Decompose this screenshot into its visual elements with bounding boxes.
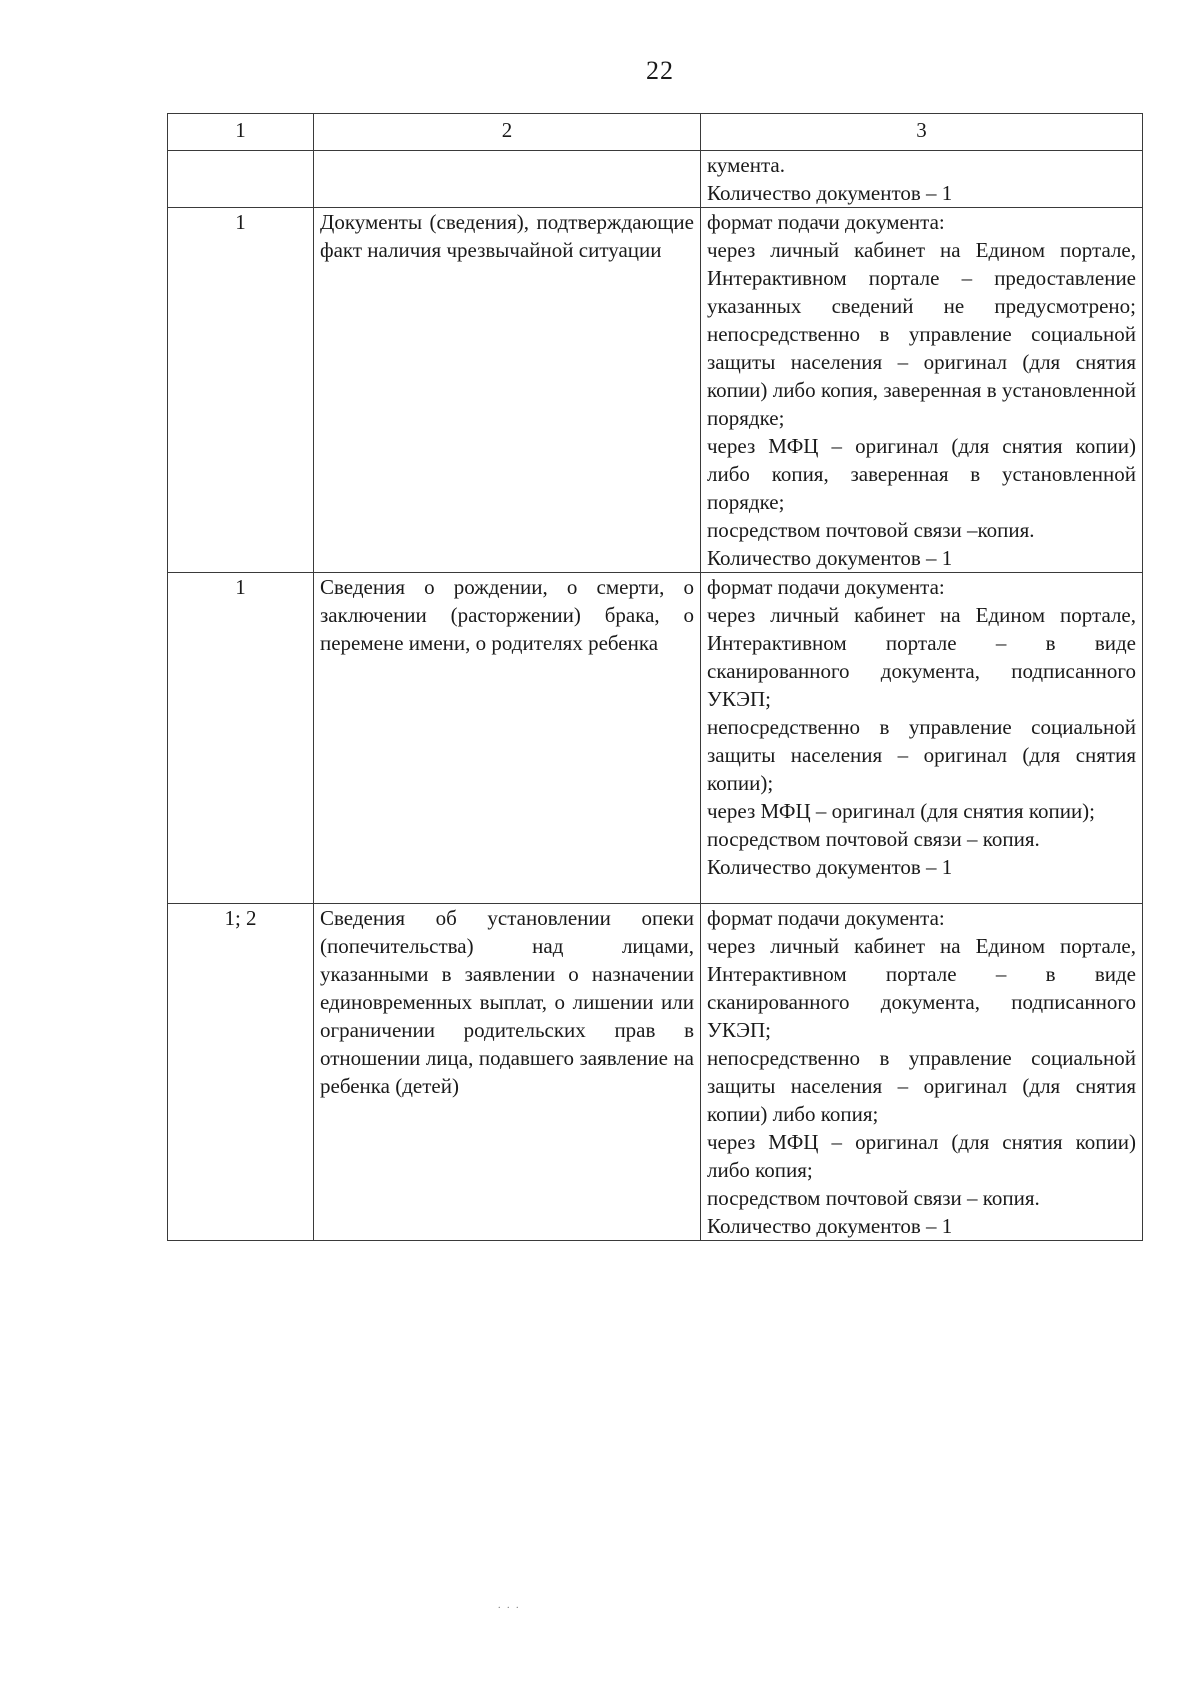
format-line: Количество документов – 1 (707, 1214, 953, 1238)
column-header-1: 1 (168, 114, 314, 151)
row-number-cell: 1 (168, 573, 314, 904)
table-header-row (168, 114, 1143, 151)
format-line: Количество документов – 1 (707, 181, 953, 205)
column-header-3: 3 (701, 114, 1143, 151)
format-line: кумента. (707, 153, 785, 177)
format-line: Количество документов – 1 (707, 546, 953, 570)
continuation-format-cell (701, 151, 1143, 208)
continuation-document-cell (314, 151, 701, 208)
column-header-2: 2 (314, 114, 701, 151)
page-number: 22 (646, 56, 674, 85)
format-line: через личный кабинет на Едином портале, Интерактивном портале – в виде сканированного документа, подписанного УКЭП; (707, 934, 1136, 1042)
format-line: посредством почтовой связи –копия. (707, 518, 1035, 542)
submission-format-cell (701, 208, 1143, 573)
format-line: посредством почтовой связи – копия. (707, 1186, 1040, 1210)
format-line: через МФЦ – оригинал (для снятия копии) либо копия; (707, 1130, 1136, 1182)
format-line: через МФЦ – оригинал (для снятия копии); (707, 799, 1096, 823)
scan-artifact-mark: . . . (498, 1600, 521, 1611)
submission-format-cell (701, 573, 1143, 904)
format-line: через личный кабинет на Едином портале, Интерактивном портале – предоставление указанных сведений не предусмотрено; непосредственно в управление социальной защиты населения – оригинал (для снятия копии) либо копия, заверенная в установленной порядке; (707, 238, 1136, 430)
format-line: через личный кабинет на Едином портале, Интерактивном портале – в виде сканированного документа, подписанного УКЭП; (707, 603, 1136, 711)
submission-format-cell (701, 904, 1143, 1241)
table-row-continuation (168, 151, 1143, 208)
document-name-cell: Сведения о рождении, о смерти, о заключении (расторжении) брака, о перемене имени, о родителях ребенка (314, 573, 701, 904)
format-line: формат подачи документа: (707, 906, 945, 930)
format-line: через МФЦ – оригинал (для снятия копии) либо копия, заверенная в установленной порядке; (707, 434, 1136, 514)
row-number-cell: 1 (168, 208, 314, 573)
format-line: посредством почтовой связи – копия. (707, 827, 1040, 851)
row-number-cell: 1; 2 (168, 904, 314, 1241)
document-name-cell: Сведения об установлении опеки (попечительства) над лицами, указанными в заявлении о назначении единовременных выплат, о лишении или ограничении родительских прав в отношении лица, подавшего заявление на ребенка (детей) (314, 904, 701, 1241)
documents-table (167, 113, 1143, 1241)
format-line: формат подачи документа: (707, 210, 945, 234)
format-line: Количество документов – 1 (707, 855, 953, 879)
format-line: формат подачи документа: (707, 575, 945, 599)
continuation-number-cell (168, 151, 314, 208)
format-line: непосредственно в управление социальной защиты населения – оригинал (для снятия копии) либо копия; (707, 1046, 1136, 1126)
table-row (168, 904, 1143, 1241)
document-name-cell: Документы (сведения), подтверждающие факт наличия чрезвычайной ситуации (314, 208, 701, 573)
table-row (168, 208, 1143, 573)
table-row (168, 573, 1143, 904)
format-line: непосредственно в управление социальной защиты населения – оригинал (для снятия копии); (707, 715, 1136, 795)
